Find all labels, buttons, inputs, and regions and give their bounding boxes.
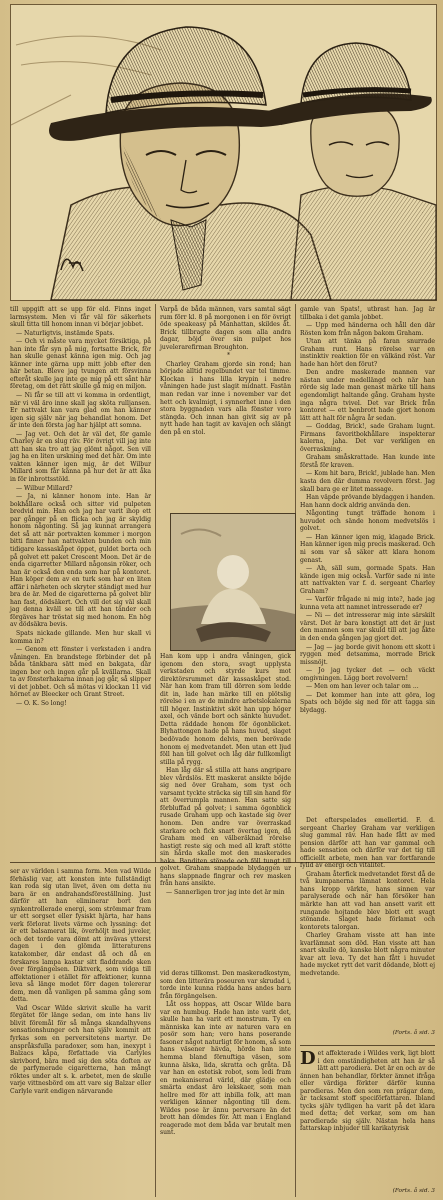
paragraph: Den andre maskerade mannen var nästan under medellängd och när han rörde sig lade man genast märke till hans egendomligt haltande gång. Graham hyste inga några tvivel. Det var Brick från kontoret — ett benbrott hade gjort honom lätt att halt för några år sedan. xyxy=(300,369,435,422)
paragraph: — Genom ett fönster i verkstaden i andra våningen. En brandstege förbinder det på båda tänkbara sätt med en bakgata, där ingen bor och ingen går på kvällarna. Skall ta av fönsterhakarna innan jag går, så slipper vi det jobbet. Och så mötas vi klockan 11 vid hörnet av Bleecker och Grant Street. xyxy=(10,646,151,699)
paragraph: — Ah, säll sum, gormade Spats. Han kände igen mig också. Varför sade ni inte att nattvakten var f. d. sergeant Charley Graham? xyxy=(300,565,435,595)
paragraph: Utan att tänka på faran snurrade Graham runt. Hans rörelse var en instinktiv reaktion för en välkänd röst. Var hade han hört den förut? xyxy=(300,338,435,368)
paragraph: — Kom hit bara, Brick!, jublade han. Men kasta den där dumma revolvern först. Jag skall bara ge er litet massage. xyxy=(300,470,435,493)
paragraph: — Wilbur Millard? xyxy=(16,484,73,492)
article-column-3-top xyxy=(300,306,435,814)
essay-column-1 xyxy=(10,868,151,1196)
paragraph: — Upp med händerna och håll den där Rösten kom från någon bakom Graham. xyxy=(300,322,435,337)
paragraph: — Sannerligen tror jag inte det är min xyxy=(166,888,285,896)
paragraph: — Och vi måste vara mycket försiktiga, på han inte får syn på mig, fortsatte Brick, för han skulle genast känna igen mig. Och jag känner inte gärna upp mitt jobb efter den här betan. Bleve jag tvungen att försvinna efteråt skulle jag inte ge mig på ett sånt här företag, om det rätt skulle gå mig en miljon. xyxy=(10,338,151,391)
paragraph: Charley Graham visste att han inte kvarlämnat som död. Han visste att han snart skulle dö, kanske blott några minuter kvar att leva. Ty det han fått i huvudet hade mycket rytt det varit dödande, blott ej medvetande. xyxy=(300,932,435,977)
paragraph: — Ni — det intresserar mig inte särskilt värst. Det är bara konstigt att det är just den mannen som var skuld till att jag åkte in den enda gången jag gjort det. xyxy=(300,612,435,642)
paragraph: ser av världen i samma form. Men vad Wilde förhäslig var, att konsten inte fullständigt kan roda sig utan livet, även om detta nu bara är en andrahandsföreställning. Just därför att han eliminerar bort den synkentrollerade energi, som strömmar fram ur ett sorgset eller fysiskt hjärta, har hans verk förlorat livets värme och lyssning: det är ett balsamerat lik, överhöljt med juveler, och det torde vara dömt att invävas ytterst dagen i den glömda litteraturens katakomber, där endast då och då en forskares lampa kastar sitt fladdrande sken över förgängelsen. Diktverk, som vidga till affektationer i etället för affektioner, kunna leva så länge modet förr dagen tolererar dem, men då vanligen på samma gång som detta. xyxy=(10,868,151,1004)
paragraph: — Men om han lever och talar om ... xyxy=(306,683,419,691)
article-column-3-mid xyxy=(300,817,435,1027)
continuation-note: (Forts. å sid. 3 xyxy=(392,1030,435,1036)
column-rule xyxy=(155,867,156,1197)
illustration-drawing xyxy=(11,5,436,300)
paragraph: Varpå de båda männen, vars samtal sägt rum förr kl. 8 på morgonen i en för övrigt öde speakeasy på Manhattan, skildes åt. Brick tillbragte dagen som alla andra dagar, böjd över sin pulpet hos juvelerarefirman Broughton. xyxy=(160,306,291,351)
photo-man-on-floor xyxy=(170,513,296,651)
essay-column-2 xyxy=(160,970,291,1196)
photo-image xyxy=(171,514,295,650)
paragraph: — O. K. So long! xyxy=(16,699,67,707)
paragraph: et affekterade i Wildes verk, ligt blott i den omständigheten att han är så lätt att parodiera. Det är en och av de ännen han behandlar, förkter ämnet ifråga eller värdiga förkter därför kunna parodieras. Men den som ren prägar dem, är tacksamt stoff speciförfattaren. Ibland tycks själv tydligen ha varit på det klara med detta; det verkar, som om han parodierade sig själv. Nästan hela hans fattarskap inbjuder till karikatyrisk xyxy=(300,1050,435,1133)
paragraph: — Naturligtvis, instämde Spats. xyxy=(16,329,115,337)
paragraph: Charley Graham gjorde sin rond; han började alltid regelbundet var tel timme. Klockan i hans lilla krypin i nedre våningen hade just slagit midnatt. Fastän man redan var inne i november var det hett och kvalmigt, i synnerhet inne i den stora byggnaden vars alla fönster voro stängda. Och innan han givit sig av på nytt hade han tagit av kavajen och slängt den på en stol. xyxy=(160,360,291,436)
drop-cap: D xyxy=(300,1048,316,1069)
paragraph: Han väpde prövande blydaggen i handen. Han hann dock aldrig använda den. xyxy=(300,494,435,509)
column-rule xyxy=(295,867,296,1197)
paragraph: till uppgift att se upp för eld. Finns inget larmsystem. Men vi får väl för säkerhets skull titta till honom innan vi börjar jobbet. xyxy=(10,306,151,329)
paragraph: gamle van Spats!, utbrast han. Jag är tillbaka i det gamla jobbet. xyxy=(300,306,435,321)
paragraph: Vad Oscar Wilde skrivit skulle ha varit förgätet för länge sedan, om inte hans liv blivit föremål för så många skandalhyvens sensationshunger och han själv kommit att fyrkas som en perversitetens martyr. De anspråksfulla paradoxer, som han, inexypt i Balzacs kåpa, författade via Carlyles skrivbord, bära med sig den söta doften av de parfymerade cigaretterna, han mångt röktes under alt s. k. arbetet, men de skulle varje vittnesbörd om att vare sig Balzar eller Carlyle varit endigen närvarande xyxy=(10,1004,151,1095)
paragraph: — Det kommer han inte att göra, log Spats och böjde sig ned för att tagga sin blydagg. xyxy=(300,691,435,714)
paragraph: vid deras tillkomst. Den maskeradkostym, som den litterära poseuren var skrudad i, torde inte kunna rädda hans andes barn från förgängelsen. xyxy=(160,970,291,1000)
paragraph: Han låg där så stilla att hans angripare blev vårdslös. Ett maskerat ansikte böjde sig ned över Graham, som tyst och varsamt tyckte sträcka sig till sin hand för att överrumpla mannen. Han satte sig förbluffad på golvet; i samma ögonblick rusade Graham upp och kastade sig över honom. Den andre var överraskad starkare och fick snart övertag igen, då Graham med en välberäknad rörelse hastigt reste sig och med all kraft stötte sin hårda skalle mot den maskerades haka. Banditen stönade och föll tungt till golvet. Graham snappade blydaggen ur hans slappnade fingrar och rev masken från hans ansikte. xyxy=(160,767,291,888)
paragraph: Någonting tungt träffade honom i huvudet och sände honom medvetslös i golvet. xyxy=(300,510,435,533)
section-mark: * xyxy=(226,352,231,360)
paragraph: — Jag vet. Och det är väl det, för gamle Charley är en slug räv. För övrigt vill jag inte att han ska tro att jag glömt något. Sen vill jag ha en liten urskning med det här. Om inte vakten känner igen mig, är det Wilbur Millard som får känna på hur det är att åka in för inbrottsstöld. xyxy=(10,430,151,484)
paragraph: — Ni får se till att vi komma in ordentligt, när vi väl äro inne skall jag sköta rulljansen. Er nattvakt kan vara glad om han känner igen sig själv när jag behandlat honom. Det är inte den första jag har hjälpt att somna. xyxy=(10,392,151,430)
paragraph: Han kom upp i andra våningen, gick igenom den stora, svagt upplysta verkstaden och styrde kurs mot direktörsrummet där kassaskåpet stod. När han kom fram till dörren som ledde dit in, lade han märke till en plötslig rörelse i en av de mindre arbetslokalerna till höger. Instinktivt sköt han upp höger axel, och vände bort och sänkte huvudet. Detta räddade honom för ögonblicket. Blyhattongen hade på hans huvud, slaget bedövade honom delvis, men berövade honom ej medvetandet. Men utan ett ljud föll han till golvet och låg där fullkomligt stilla på rygg. xyxy=(160,653,291,766)
paragraph: — Jag — jag borde givit honom ett skott i ryggen med detsamma, morrade Brick missnöjt. xyxy=(300,643,435,666)
column-rule xyxy=(155,304,156,862)
paragraph: — Goddag, Brick!, sade Graham lugnt. Firmans favoritbokhållare inspekterar kalerna, jaha. Det var verkligen en överraskning. xyxy=(300,423,435,453)
article-column-2-top xyxy=(160,306,291,511)
essay-column-3 xyxy=(300,1050,435,1186)
paragraph: — Ja, ni känner honom inte. Han är bokhållare också och sitter vid pulpeten bredvid min. Han och jag har varit ihop ett par gånger på en flicka och jag är skyldig honom någonting. Så jag kunnat arrangera det så att när portvakten kommer i morgon bitti finner han nattvakten bunden och min tidigare kassaskåpet öppet, guldet borta och på golvet ett paket Crescent Moon. Det är de enda cigarretter Millard någonsin röker, och han är också den enda som har på kontoret. Han köper dem av en turk som har en liten affär i närheten och skryter ständigt med hur bra de är. Med de cigaretterna på golvet blir han fast, dödsäkert. Och vill det sig väl skall jag denna kväll se till att han tänder och förgäves har tröstat sig med honom. En hög av dödsäkra bevis. xyxy=(10,493,151,629)
separator-rule xyxy=(300,1045,435,1046)
paragraph: Låt oss hoppas, att Oscar Wilde bara var en humbug. Hade han inte varit det, skulle han ha varit ett monstrum. Ty en människa kan inte av naturen vara en posör som han; vero hans poserande fasoner något naturligt för honom, så som hans väsener hävda, hörde han inte hemma bland förnuftiga väsen, som kunna älska, lida, skratta och gråta. Då var han en estetisk robot, som ledi fram en mekaniserad värld, där glädje och smärta endast äro lekskaer, som man hellre med för att inbilla folk, att man verkligen känner någonting till dem. Wildes pose är ännu perversare än det brott han dömdes för. Att man i England reagerade mot dem båda var brutalt men sunt. xyxy=(160,1001,291,1137)
illustration-two-men-in-hats xyxy=(10,4,437,301)
article-column-1 xyxy=(10,306,151,858)
paragraph: Graham småskrattade. Han kunde inte förstå för kraven. xyxy=(300,454,435,469)
paragraph: Graham återfick medvetandet först då de två kumpanerna lämnat kontoret. Hela hans kropp värkte, hans sinnen var paralyserade och när han försöker han märkte han att vad han ansett varit ett rungande hojtande blev blott ett svagt stönande. Slaget hade förlamat och kontorets talorgan. xyxy=(300,870,435,931)
article-column-2-mid xyxy=(160,653,291,896)
continuation-note: (Forts. å sid. 3 xyxy=(392,1188,435,1194)
paragraph: — Jo jag tycker det — och väckt omgivningen. Lägg bort revolvern! xyxy=(300,667,435,682)
paragraph: — Varför frågade ni mig inte?, hade jag kunna veta att namnet intresserade er? xyxy=(300,596,435,611)
paragraph: Det efterspelades emellertid. F. d. sergeant Charley Graham var verkligen slug gammal räv. Han hade fått av med pension därför att han var gammal och hade sensation och därför var det tig till officiellt arbete, men han var fortfarande fylld av energi och vitalitet. xyxy=(300,817,435,870)
paragraph: Spats nickade gillande. Men hur skall vi komma in? xyxy=(10,629,151,645)
paragraph: — Han känner igen mig, klagade Brick. Han känner igen mig precis maskerad. Och ni som var så säker att klara honom genast. xyxy=(300,533,435,564)
